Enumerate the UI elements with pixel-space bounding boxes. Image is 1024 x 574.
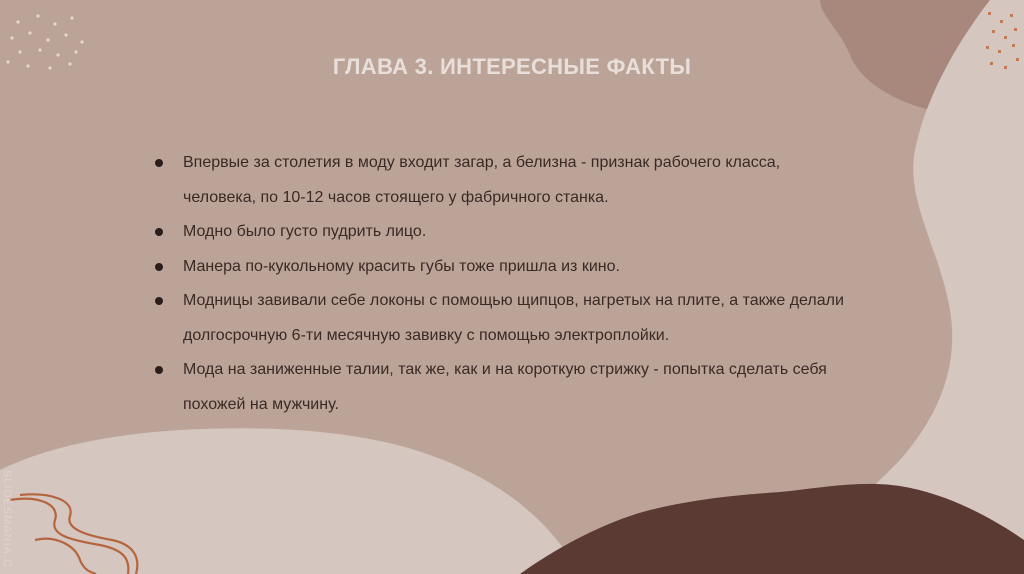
bottom-left-light-blob — [0, 428, 580, 574]
bullet-text: Впервые за столетия в моду входит загар, а белизна - признак рабочего класса, человека, по 10-12 часов стоящего у фабричного станка. — [183, 154, 781, 206]
watermark: SLIDESMANIA.C — [1, 470, 13, 568]
bullet-item — [155, 353, 855, 422]
bullet-dot-icon — [155, 297, 163, 305]
bullet-item — [155, 250, 855, 285]
bullet-dot-icon — [155, 263, 163, 271]
bullet-item — [155, 146, 855, 215]
bullet-dot-icon — [155, 366, 163, 374]
bullet-item — [155, 284, 855, 353]
bullet-text: Модницы завивали себе локоны с помощью щипцов, нагретых на плите, а также делали долгосрочную 6-ти месячную завивку с помощью электроплойки. — [183, 292, 844, 344]
bullet-dot-icon — [155, 159, 163, 167]
bullet-item — [155, 215, 855, 250]
bullet-dot-icon — [155, 228, 163, 236]
bullet-text: Мода на заниженные талии, так же, как и на короткую стрижку - попытка сделать себя похожей на мужчину. — [183, 361, 827, 413]
bullet-text: Модно было густо пудрить лицо. — [183, 223, 427, 240]
bullet-text: Манера по-кукольному красить губы тоже пришла из кино. — [183, 257, 620, 275]
slide-title: ГЛАВА 3. ИНТЕРЕСНЫЕ ФАКТЫ — [332, 54, 692, 79]
bullet-list — [155, 146, 855, 422]
